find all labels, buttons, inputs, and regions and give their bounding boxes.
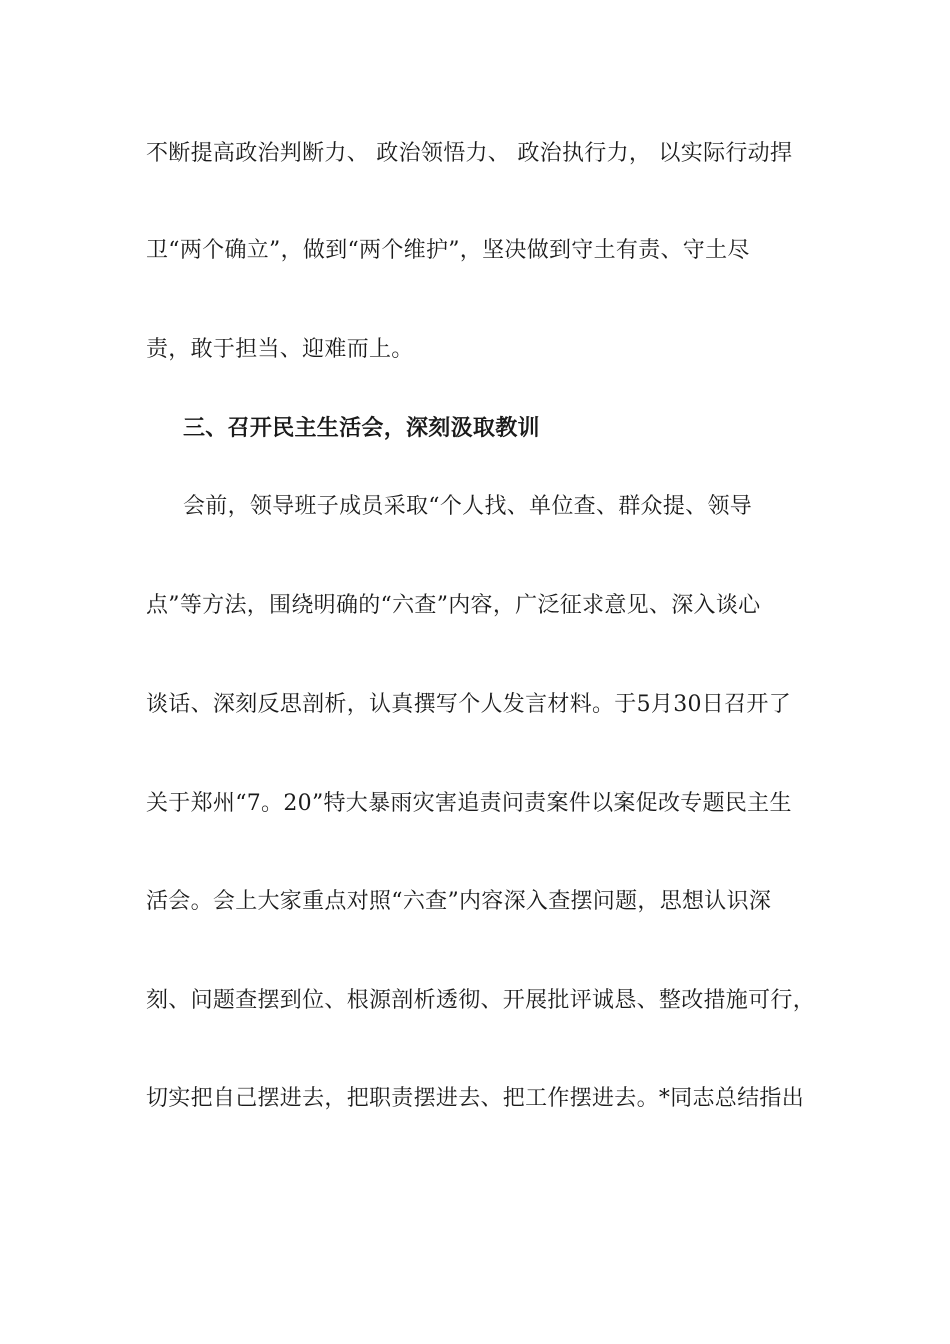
paragraph-line: 会前，领导班子成员采取“个人找、单位查、群众提、领导 <box>183 494 753 519</box>
paragraph-line: 谈话、深刻反思剖析，认真撰写个人发言材料。于5月30日召开了 <box>146 692 791 717</box>
paragraph-line: 关于郑州“7。20”特大暴雨灾害追责问责案件以案促改专题民主生 <box>146 791 792 816</box>
paragraph-line: 切实把自己摆进去，把职责摆进去、把工作摆进去。*同志总结指出 <box>146 1086 805 1111</box>
paragraph-line: 卫“两个确立”，做到“两个维护”，坚决做到守土有责、守土尽 <box>146 238 750 263</box>
paragraph-line: 责，敢于担当、迎难而上。 <box>146 337 414 362</box>
paragraph-line: 刻、问题查摆到位、根源剖析透彻、开展批评诚恳、整改措施可行， <box>146 988 816 1013</box>
paragraph-line: 活会。会上大家重点对照“六查”内容深入查摆问题，思想认识深 <box>146 889 772 914</box>
section-heading: 三、召开民主生活会，深刻汲取教训 <box>183 415 540 441</box>
paragraph-line: 点”等方法，围绕明确的“六查”内容，广泛征求意见、深入谈心 <box>146 593 761 618</box>
paragraph-line: 不断提高政治判断力、 政治领悟力、 政治执行力， 以实际行动捍 <box>146 141 793 166</box>
